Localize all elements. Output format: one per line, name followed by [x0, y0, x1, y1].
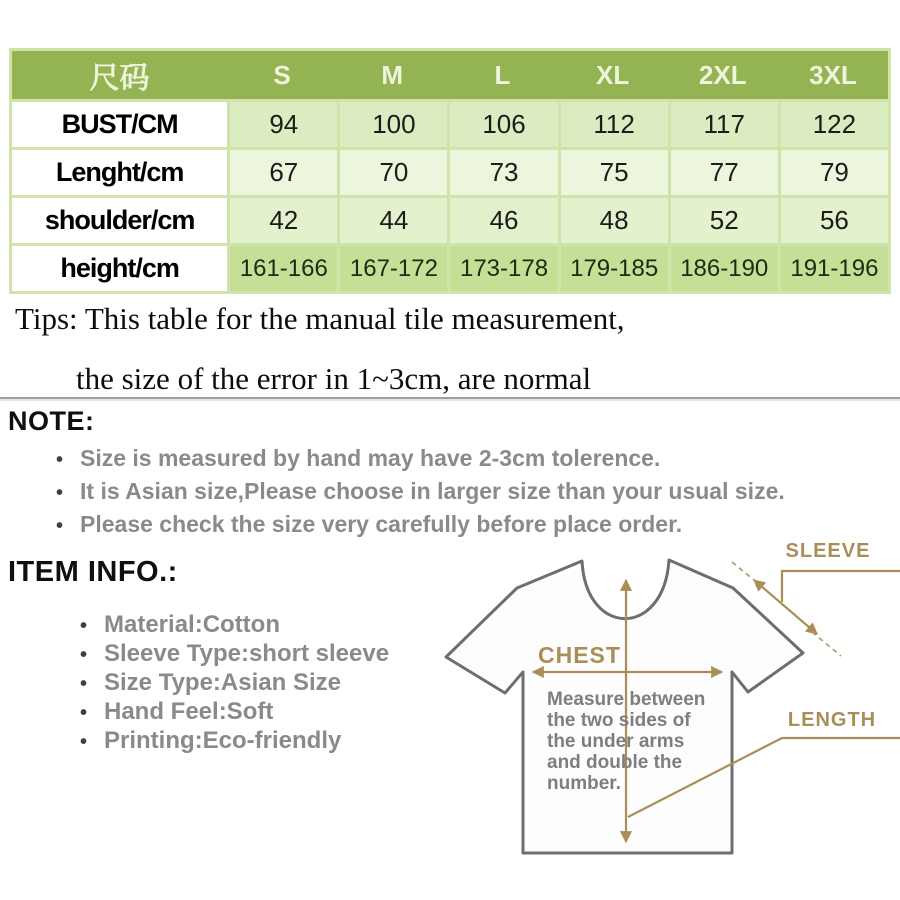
- table-header-row: [12, 51, 888, 99]
- table-row-length: [12, 150, 888, 195]
- row-label: BUST/CM: [12, 102, 227, 147]
- table-header: [12, 51, 888, 99]
- cell: 70: [340, 150, 447, 195]
- chest-label: CHEST: [538, 642, 621, 668]
- note-item-text: Size is measured by hand may have 2-3cm tolerence.: [80, 445, 661, 471]
- cell: 173-178: [450, 246, 557, 291]
- row-label: Lenght/cm: [12, 150, 227, 195]
- item-info-text: Sleeve Type:short sleeve: [104, 640, 390, 667]
- item-info-text: Hand Feel:Soft: [104, 698, 274, 725]
- cell: 122: [781, 102, 888, 147]
- cell: 75: [561, 150, 668, 195]
- header-l: L: [494, 59, 511, 90]
- cell: 186-190: [671, 246, 778, 291]
- cell: 73: [450, 150, 557, 195]
- sleeve-dash-bottom: [812, 632, 841, 656]
- measure-note-line: and double the: [547, 752, 683, 773]
- header-size-label: 尺码: [89, 62, 150, 95]
- cell: 179-185: [561, 246, 668, 291]
- note-item-text: Please check the size very carefully before place order.: [80, 511, 683, 537]
- tips-line-2: the size of the error in 1~3cm, are normal: [76, 361, 592, 396]
- length-label: LENGTH: [787, 709, 877, 731]
- tips-text: [0, 301, 900, 397]
- sleeve-callout-line: [782, 571, 900, 602]
- note-item: [56, 476, 888, 509]
- cell: 42: [230, 198, 337, 243]
- cell: 77: [671, 150, 778, 195]
- table-row-height: [12, 246, 888, 291]
- cell: 94: [230, 102, 337, 147]
- item-info-section: [8, 556, 438, 756]
- header-xl: XL: [595, 59, 630, 90]
- cell: 167-172: [340, 246, 447, 291]
- cell: 56: [781, 198, 888, 243]
- size-table: [9, 48, 891, 294]
- item-info-heading: ITEM INFO.:: [8, 556, 178, 588]
- tips-line-1: Tips: This table for the manual tile measurement,: [15, 301, 625, 336]
- row-label: shoulder/cm: [12, 198, 227, 243]
- item-info-item: [80, 727, 438, 756]
- row-label: height/cm: [12, 246, 227, 291]
- header-m: M: [381, 59, 404, 90]
- item-info-text: Printing:Eco-friendly: [104, 727, 342, 754]
- note-heading: NOTE:: [8, 406, 95, 436]
- measure-note-line: the two sides of: [547, 710, 691, 731]
- cell: 79: [781, 150, 888, 195]
- cell: 161-166: [230, 246, 337, 291]
- note-item-text: It is Asian size,Please choose in larger size than your usual size.: [80, 478, 785, 504]
- cell: 117: [671, 102, 778, 147]
- item-info-item: [80, 640, 438, 669]
- note-item: [56, 443, 888, 476]
- sleeve-dash-top: [732, 562, 760, 585]
- header-3xl: 3XL: [809, 59, 857, 90]
- tshirt-measure-diagram: [420, 520, 900, 900]
- cell: 44: [340, 198, 447, 243]
- measure-note-line: number.: [547, 773, 621, 794]
- table-row-shoulder: [12, 198, 888, 243]
- section-divider: [0, 397, 900, 401]
- item-info-text: Material:Cotton: [104, 611, 280, 638]
- item-info-item: [80, 611, 438, 640]
- item-info-item: [80, 669, 438, 698]
- header-2xl: 2XL: [698, 59, 747, 90]
- cell: 48: [561, 198, 668, 243]
- cell: 100: [340, 102, 447, 147]
- cell: 46: [450, 198, 557, 243]
- item-info-text: Size Type:Asian Size: [104, 669, 341, 696]
- table-row-bust: [12, 102, 888, 147]
- item-info-item: [80, 698, 438, 727]
- sleeve-label: SLEEVE: [785, 540, 871, 562]
- measure-note-line: the under arms: [547, 731, 685, 752]
- cell: 106: [450, 102, 557, 147]
- cell: 191-196: [781, 246, 888, 291]
- cell: 52: [671, 198, 778, 243]
- cell: 112: [561, 102, 668, 147]
- measure-note-line: Measure between: [547, 689, 706, 710]
- header-s: S: [273, 59, 291, 90]
- cell: 67: [230, 150, 337, 195]
- item-info-list: [8, 611, 438, 756]
